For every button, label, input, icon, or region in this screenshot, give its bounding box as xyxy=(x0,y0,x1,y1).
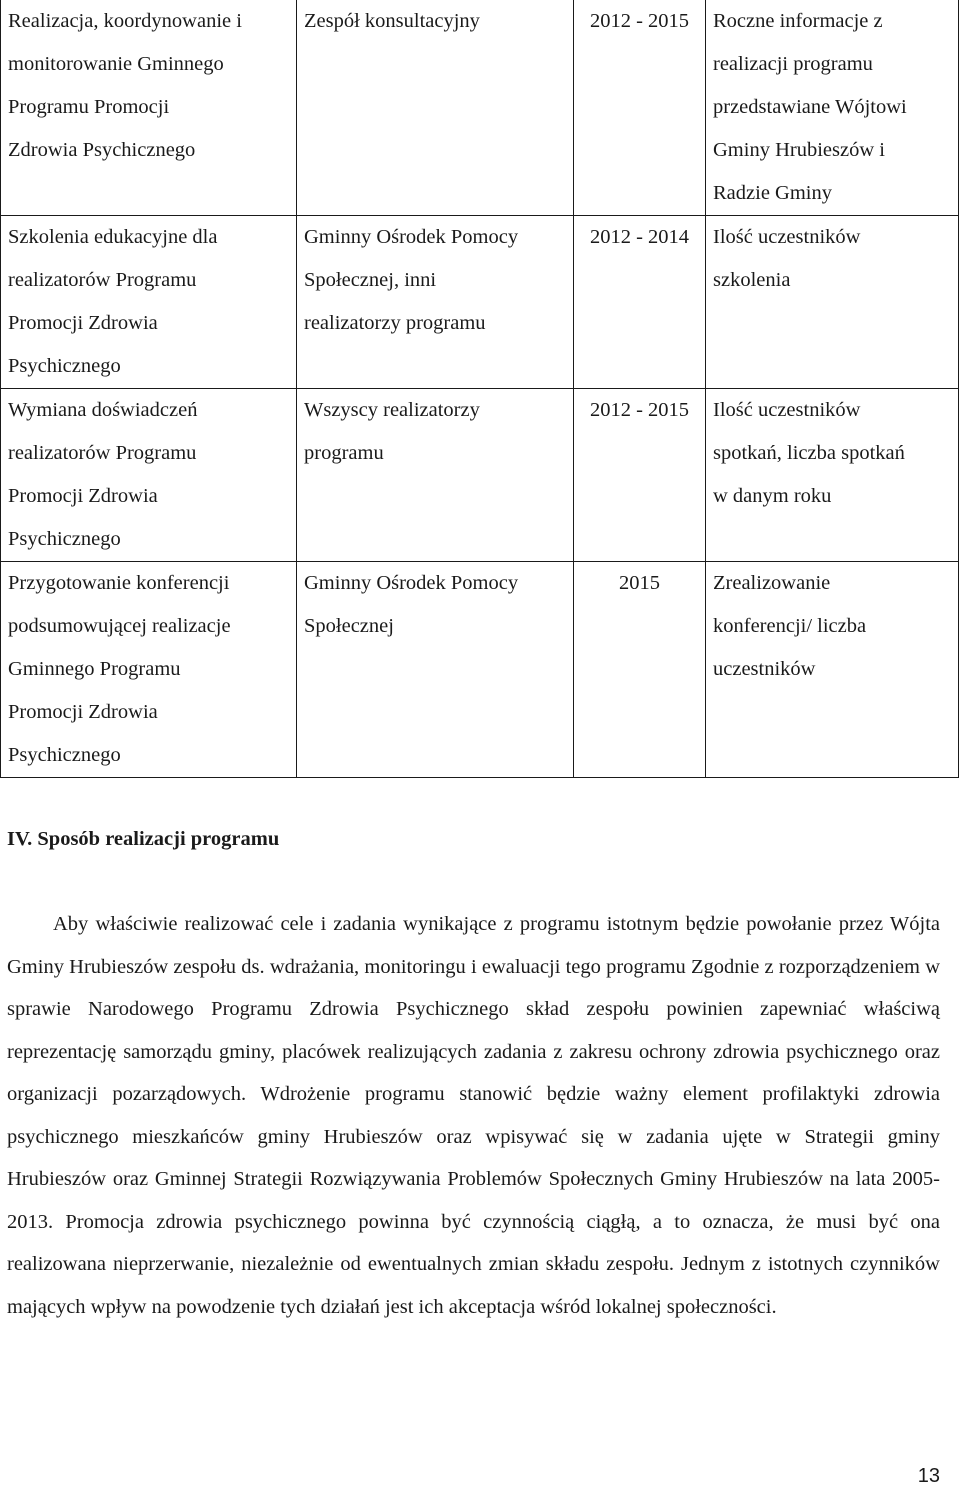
body-paragraph: Aby właściwie realizować cele i zadania wynikające z programu istotnym będzie powołanie przez Wójta Gminy Hrubieszów zespołu ds. wdrażania, monitoringu i ewaluacji tego programu Zgodnie z rozporządzeniem w sprawie Narodowego Programu Zdrowia Psychicznego skład zespołu powinien zapewniać właściwą reprezentację samorządu gminy, placówek realizujących zadania z zakresu ochrony zdrowia psychicznego oraz organizacji pozarządowych. Wdrożenie programu stanowić będzie ważny element profilaktyki zdrowia psychicznego mieszkańców gminy Hrubieszów oraz wpisywać się w zadania ujęte w Strategii gminy Hrubieszów oraz Gminnej Strategii Rozwiązywania Problemów Społecznych Gminy Hrubieszów na lata 2005-2013. Promocja zdrowia psychicznego powinna być czynnością ciągłą, a to oznacza, że musi być ona realizowana nieprzerwanie, niezależnie od ewentualnych zmian składu zespołu. Jednym z istotnych czynników mających wpływ na powodzenie tych działań jest ich akceptacja wśród lokalnej społeczności. xyxy=(7,913,940,1318)
task-cell: Przygotowanie konferencji podsumowującej realizacje Gminnego Programu Promocji Zdrowia Psychicznego xyxy=(1,562,297,778)
indicator-cell: Ilość uczestników szkolenia xyxy=(706,216,959,389)
task-cell: Realizacja, koordynowanie i monitorowanie Gminnego Programu Promocji Zdrowia Psychicznego xyxy=(1,0,297,216)
period-cell: 2012 - 2015 xyxy=(574,0,706,216)
table-row xyxy=(1,389,959,562)
period-cell: 2012 - 2015 xyxy=(574,389,706,562)
period-cell: 2012 - 2014 xyxy=(574,216,706,389)
responsible-cell: Wszyscy realizatorzy programu xyxy=(297,389,574,562)
section-heading: IV. Sposób realizacji programu xyxy=(7,828,280,850)
responsible-cell: Zespół konsultacyjny xyxy=(297,0,574,216)
task-cell: Szkolenia edukacyjne dla realizatorów Programu Promocji Zdrowia Psychicznego xyxy=(1,216,297,389)
indicator-cell: Roczne informacje z realizacji programu przedstawiane Wójtowi Gminy Hrubieszów i Radzie Gminy xyxy=(706,0,959,216)
page-number: 13 xyxy=(917,1465,940,1487)
task-cell: Wymiana doświadczeń realizatorów Programu Promocji Zdrowia Psychicznego xyxy=(1,389,297,562)
period-cell: 2015 xyxy=(574,562,706,778)
table-row xyxy=(1,216,959,389)
indicator-cell: Zrealizowanie konferencji/ liczba uczestników xyxy=(706,562,959,778)
indicator-cell: Ilość uczestników spotkań, liczba spotkań w danym roku xyxy=(706,389,959,562)
table-row xyxy=(1,562,959,778)
responsible-cell: Gminny Ośrodek Pomocy Społecznej, inni realizatorzy programu xyxy=(297,216,574,389)
table-row xyxy=(1,0,959,216)
responsible-cell: Gminny Ośrodek Pomocy Społecznej xyxy=(297,562,574,778)
